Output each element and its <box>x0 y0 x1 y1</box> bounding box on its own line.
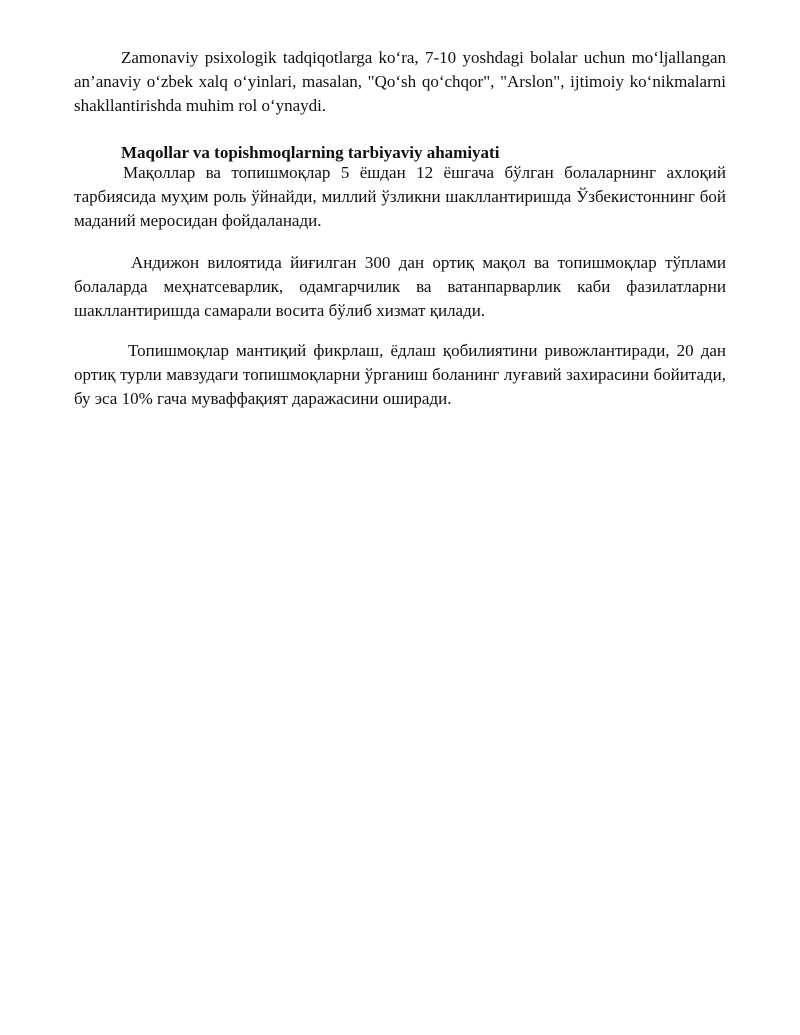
section-heading: Maqollar va topishmoqlarning tarbiyaviy ahamiyati <box>121 143 500 162</box>
paragraph-proverbs-riddles: Мақоллар ва топишмоқлар 5 ёшдан 12 ёшгача бўлган болаларнинг ахлоқий тарбиясида муҳим роль ўйнайди, миллий ўзликни шакллантиришда Ўзбекистоннинг бой маданий меросидан фойдаланади. <box>74 163 726 230</box>
paragraph-andijan-collection: Андижон вилоятида йиғилган 300 дан ортиқ мақол ва топишмоқлар тўплами болаларда меҳнатсеварлик, одамгарчилик ва ватанпарварлик каби фазилатларни шакллантиришда самарали восита бўлиб хизмат қилади. <box>74 253 726 320</box>
paragraph-intro: Zamonaviy psixologik tadqiqotlarga ko‘ra, 7-10 yoshdagi bolalar uchun mo‘ljallangan an’anaviy o‘zbek xalq o‘yinlari, masalan, "Qo‘sh qo‘chqor", "Arslon", ijtimoiy ko‘nikmalarni shakllantirishda muhim rol o‘ynaydi. <box>74 48 726 115</box>
paragraph-riddles-logic: Топишмоқлар мантиқий фикрлаш, ёдлаш қобилиятини ривожлантиради, 20 дан ортиқ турли мавзудаги топишмоқларни ўрганиш боланинг луғавий захирасини бойитади, бу эса 10% гача муваффақият даражасини оширади. <box>74 341 726 408</box>
